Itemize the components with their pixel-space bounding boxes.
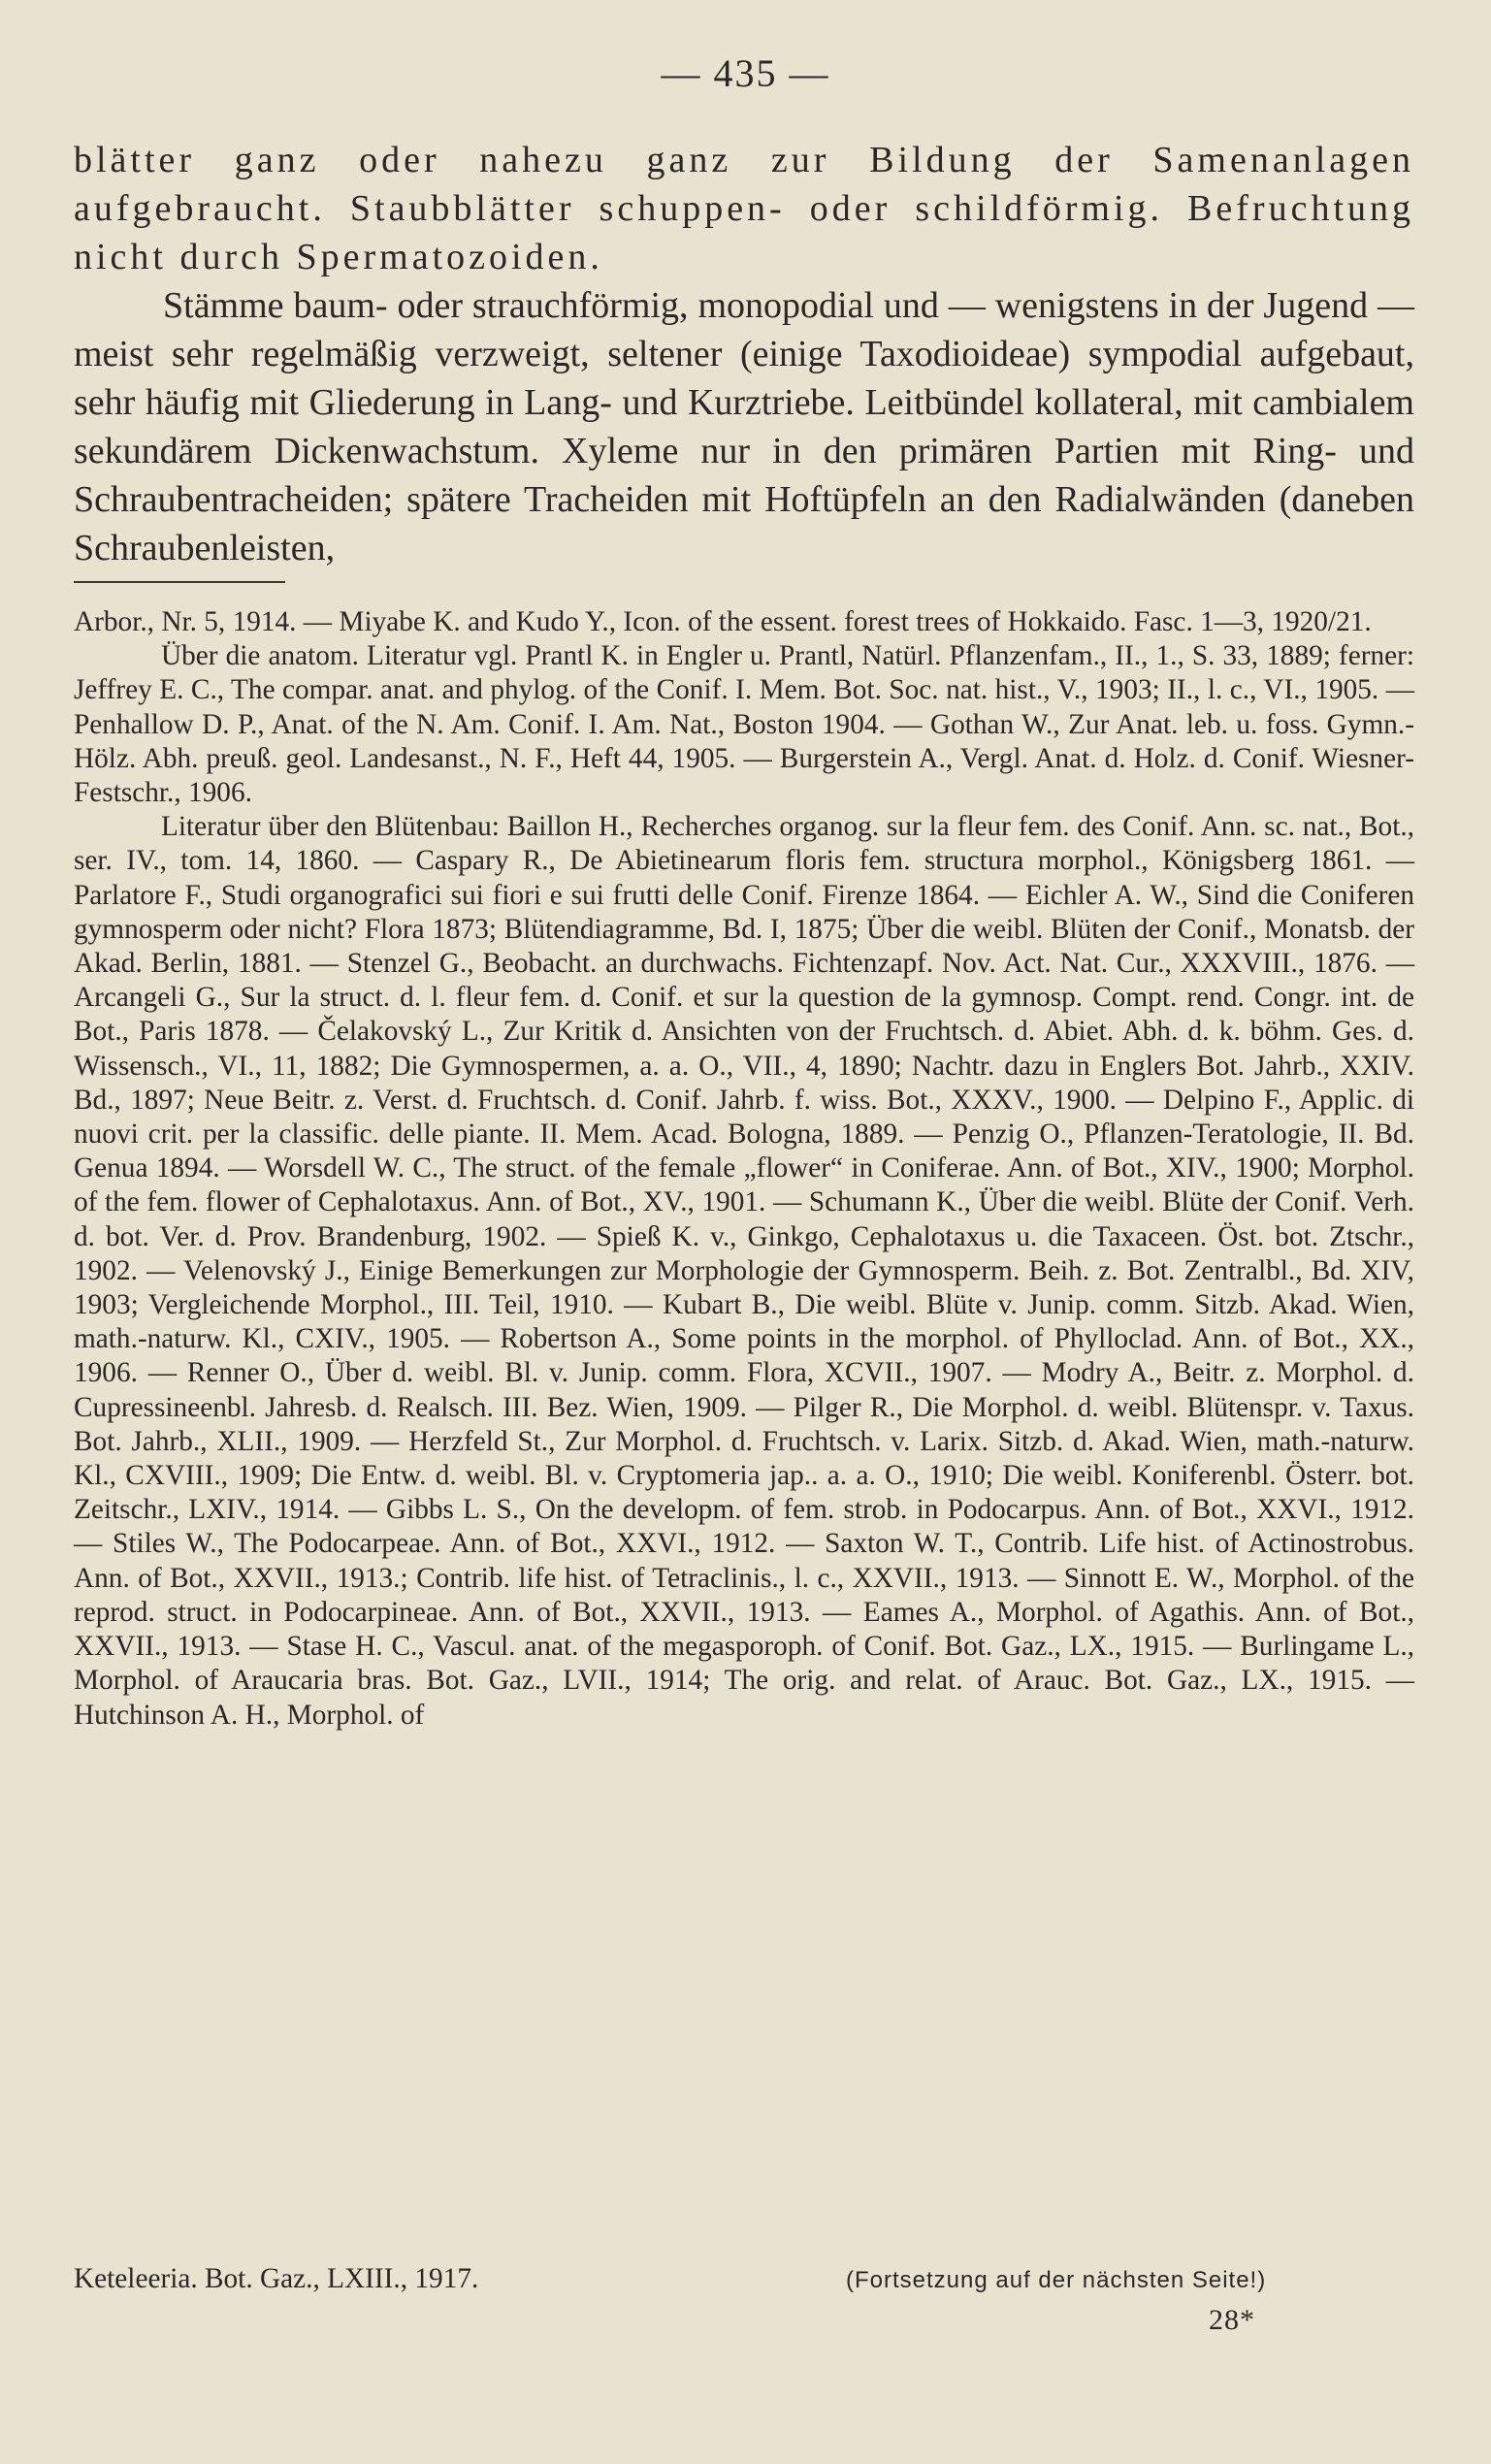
page-number: — 435 —: [661, 51, 830, 95]
footnote-last-line: Keteleeria. Bot. Gaz., LXIII., 1917.: [74, 2263, 479, 2294]
continuation-note: (Fortsetzung auf der nächsten Seite!): [846, 2267, 1267, 2293]
footnote-continuation: Arbor., Nr. 5, 1914. — Miyabe K. and Kudo Y., Icon. of the essent. forest trees of Hokkaido. Fasc. 1—3, 1920/21.: [74, 606, 1372, 637]
footnote-separator: [74, 581, 285, 583]
main-paragraph-1: blätter ganz oder nahezu ganz zur Bildung der Samenanlagen aufgebraucht. Staubblätter schuppen- oder schildförmig. Befruchtung nicht durch Spermatozoiden.: [74, 140, 1414, 277]
footnote-anatomy-literature: Über die anatom. Literatur vgl. Prantl K. in Engler u. Prantl, Natürl. Pflanzenfam., II., 1., S. 33, 1889; ferner: Jeffrey E. C., The compar. anat. and phylog. of the Conif. I. Mem. Bot. Soc. nat. hist., V., 1903; II., l. c., VI., 1905. — Penhallow D. P., Anat. of the N. Am. Conif. I. Am. Nat., Boston 1904. — Gothan W., Zur Anat. leb. u. foss. Gymn.-Hölz. Abh. preuß. geol. Landesanst., N. F., Heft 44, 1905. — Burgerstein A., Vergl. Anat. d. Holz. d. Conif. Wiesner-Festschr., 1906.: [74, 640, 1414, 809]
footnotes: [74, 605, 1414, 1733]
signature-mark: 28*: [1209, 2304, 1255, 2336]
main-paragraph-2: Stämme baum- oder strauchförmig, monopodial und — wenigstens in der Jugend — meist sehr regelmäßig verzweigt, seltener (einige Taxodioideae) sympodial aufgebaut, sehr häufig mit Gliederung in Lang- und Kurztriebe. Leitbündel kollateral, mit cambialem sekundärem Dickenwachstum. Xyleme nur in den primären Partien mit Ring- und Schraubentracheiden; spätere Tracheiden mit Hoftüpfeln an den Radialwänden (daneben Schraubenleisten,: [74, 285, 1414, 568]
main-text: [74, 136, 1414, 572]
footnote-flower-literature: Literatur über den Blütenbau: Baillon H., Recherches organog. sur la fleur fem. des Conif. Ann. sc. nat., Bot., ser. IV., tom. 14, 1860. — Caspary R., De Abietinearum floris fem. structura morphol., Königsberg 1861. — Parlatore F., Studi organografici sui fiori e sui frutti delle Conif. Firenze 1864. — Eichler A. W., Sind die Coniferen gymnosperm oder nicht? Flora 1873; Blütendiagramme, Bd. I, 1875; Über die weibl. Blüten der Conif., Monatsb. der Akad. Berlin, 1881. — Stenzel G., Beobacht. an durchwachs. Fichtenzapf. Nov. Act. Nat. Cur., XXXVIII., 1876. — Arcangeli G., Sur la struct. d. l. fleur fem. d. Conif. et sur la question de la gymnosp. Compt. rend. Congr. int. de Bot., Paris 1878. — Čelakovský L., Zur Kritik d. Ansichten von der Fruchtsch. d. Abiet. Abh. d. k. böhm. Ges. d. Wissensch., VI., 11, 1882; Die Gymnospermen, a. a. O., VII., 4, 1890; Nachtr. dazu in Englers Bot. Jahrb., XXIV. Bd., 1897; Neue Beitr. z. Verst. d. Fruchtsch. d. Conif. Jahrb. f. wiss. Bot., XXXV., 1900. — Delpino F., Applic. di nuovi crit. per la classific. delle piante. II. Mem. Acad. Bologna, 1889. — Penzig O., Pflanzen-Teratologie, II. Bd. Genua 1894. — Worsdell W. C., The struct. of the female „flower“ in Coniferae. Ann. of Bot., XIV., 1900; Morphol. of the fem. flower of Cephalotaxus. Ann. of Bot., XV., 1901. — Schumann K., Über die weibl. Blüte der Conif. Verh. d. bot. Ver. d. Prov. Brandenburg, 1902. — Spieß K. v., Ginkgo, Cephalotaxus u. die Taxaceen. Öst. bot. Ztschr., 1902. — Velenovský J., Einige Bemerkungen zur Morphologie der Gymnosperm. Beih. z. Bot. Zentralbl., Bd. XIV, 1903; Vergleichende Morphol., III. Teil, 1910. — Kubart B., Die weibl. Blüte v. Junip. comm. Sitzb. Akad. Wien, math.-naturw. Kl., CXIV., 1905. — Robertson A., Some points in the morphol. of Phylloclad. Ann. of Bot., XX., 1906. — Renner O., Über d. weibl. Bl. v. Junip. comm. Flora, XCVII., 1907. — Modry A., Beitr. z. Morphol. d. Cupressineenbl. Jahresb. d. Realsch. III. Bez. Wien, 1909. — Pilger R., Die Morphol. d. weibl. Blütenspr. v. Taxus. Bot. Jahrb., XLII., 1909. — Herzfeld St., Zur Morphol. d. Fruchtsch. v. Larix. Sitzb. d. Akad. Wien, math.-naturw. Kl., CXVIII., 1909; Die Entw. d. weibl. Bl. v. Cryptomeria jap.. a. a. O., 1910; Die weibl. Koniferenbl. Österr. bot. Zeitschr., LXIV., 1914. — Gibbs L. S., On the developm. of fem. strob. in Podocarpus. Ann. of Bot., XXVI., 1912. — Stiles W., The Podocarpeae. Ann. of Bot., XXVI., 1912. — Saxton W. T., Contrib. Life hist. of Actinostrobus. Ann. of Bot., XXVII., 1913.; Contrib. life hist. of Tetraclinis., l. c., XXVII., 1913. — Sinnott E. W., Morphol. of the reprod. struct. in Podocarpineae. Ann. of Bot., XXVII., 1913. — Eames A., Morphol. of Agathis. Ann. of Bot., XXVII., 1913. — Stase H. C., Vascul. anat. of the megasporoph. of Conif. Bot. Gaz., LX., 1915. — Burlingame L., Morphol. of Araucaria bras. Bot. Gaz., LVII., 1914; The orig. and relat. of Arauc. Bot. Gaz., LX., 1915. — Hutchinson A. H., Morphol. of: [74, 811, 1414, 1731]
